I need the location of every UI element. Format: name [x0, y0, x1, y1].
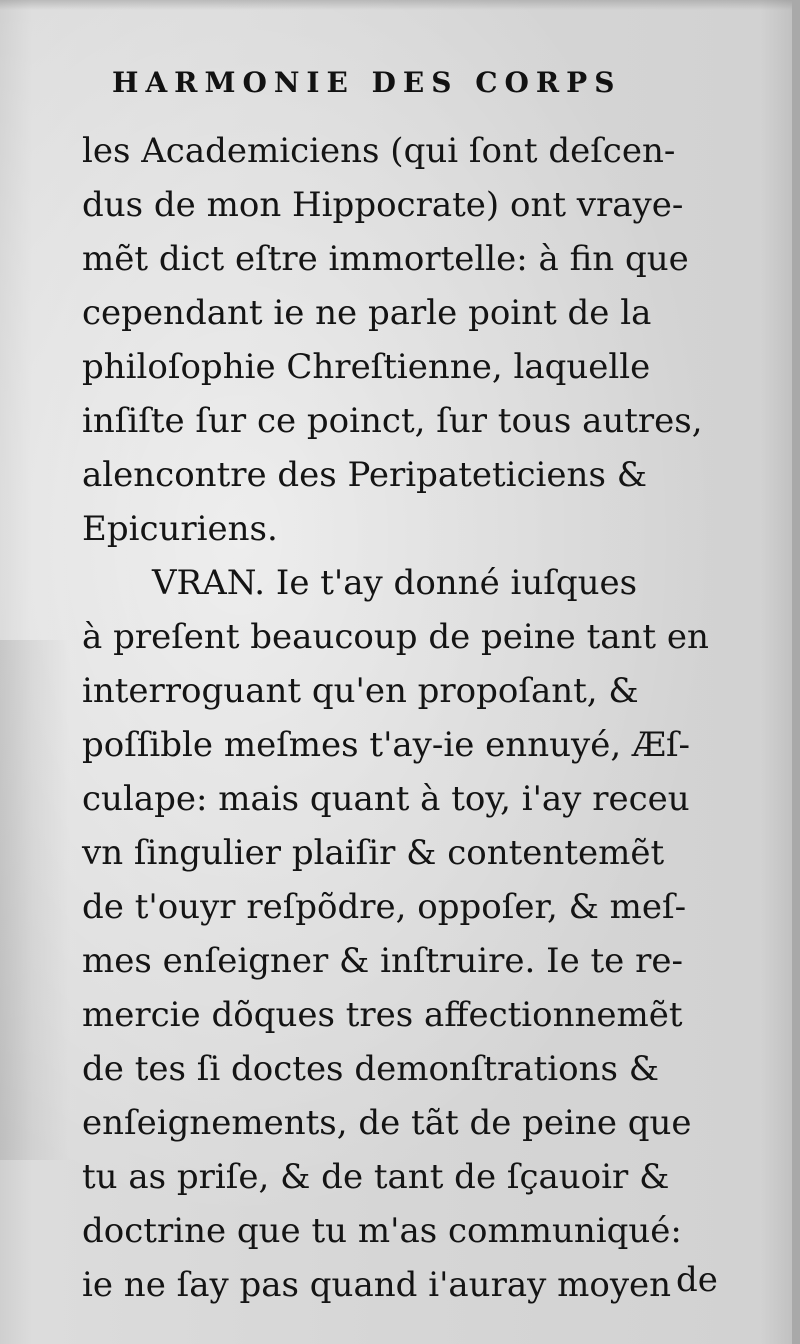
text-line: philoſophie Chreſtienne, laquelle [82, 347, 651, 387]
text-line: inſiſte ſur ce poinct, ſur tous autres, [82, 401, 703, 441]
text-line: alencontre des Peripateticiens & [82, 455, 647, 495]
text-line: interroguant qu'en propoſant, & [82, 671, 639, 711]
text-line: mes enſeigner & inſtruire. Ie te re- [82, 941, 683, 981]
text-line: vn ſingulier plaiſir & contentemẽt [82, 833, 665, 873]
text-line: enſeignements, de tãt de peine que [82, 1103, 692, 1143]
text-line: de t'ouyr reſpõdre, oppoſer, & meſ- [82, 887, 687, 927]
text-line: mercie dõques tres affectionnemẽt [82, 995, 683, 1035]
text-line: Epicuriens. [82, 509, 278, 549]
text-line: ie ne ſay pas quand i'auray moyen [82, 1265, 672, 1305]
page-right-edge [792, 0, 800, 1344]
paragraph-start-line: VRAN. Ie t'ay donné iuſques [152, 563, 638, 603]
text-line: poſſible meſmes t'ay-ie ennuyé, Æſ- [82, 725, 691, 765]
text-line: à preſent beaucoup de peine tant en [82, 617, 709, 657]
text-line: culape: mais quant à toy, i'ay receu [82, 779, 690, 819]
catchword: de [676, 1260, 718, 1300]
text-line: doctrine que tu m'as communiqué: [82, 1211, 682, 1251]
text-line: dus de mon Hippocrate) ont vraye- [82, 185, 684, 225]
text-line: tu as priſe, & de tant de ſçauoir & [82, 1157, 670, 1197]
running-head: HARMONIE DES CORPS [112, 66, 622, 99]
body-text [82, 124, 732, 1312]
text-line: de tes ſi doctes demonſtrations & [82, 1049, 660, 1089]
text-line: mẽt dict eſtre immortelle: à fin que [82, 239, 689, 279]
text-line: les Academiciens (qui ſont deſcen- [82, 131, 676, 171]
show-through-bleed [0, 640, 70, 1160]
text-line: cependant ie ne parle point de la [82, 293, 652, 333]
page-top-edge [0, 0, 800, 10]
